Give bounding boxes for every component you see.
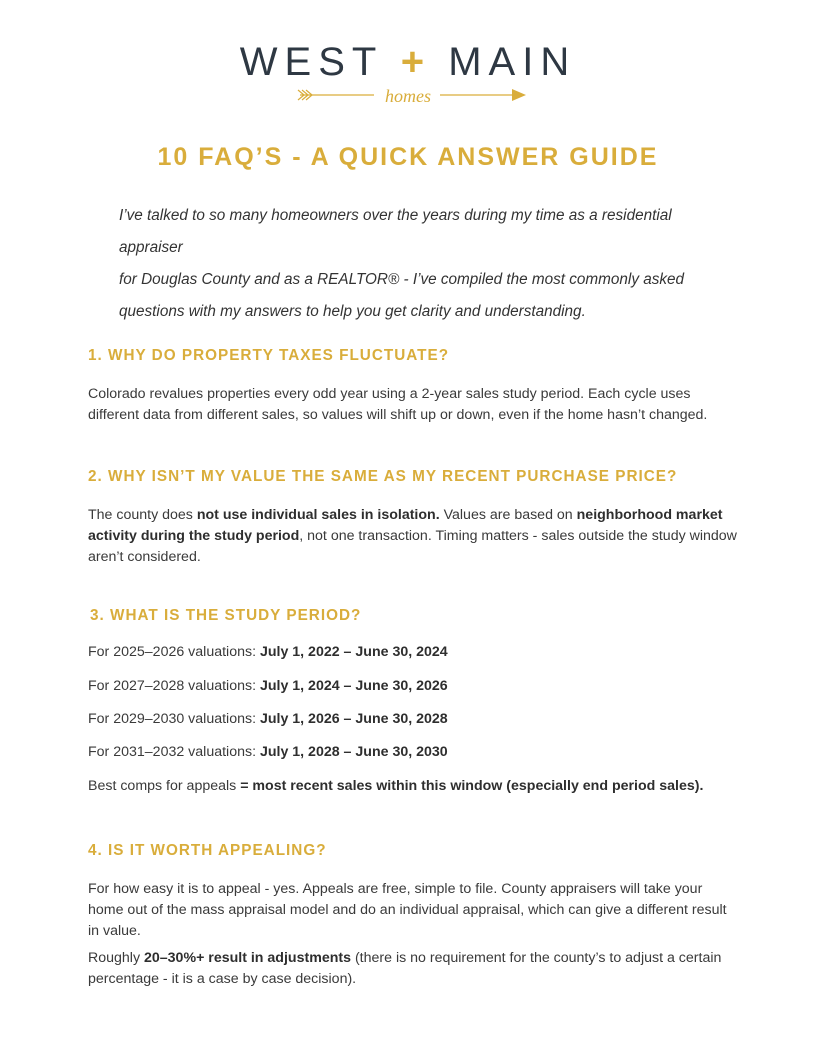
faq-4-text-part: Roughly xyxy=(88,950,144,966)
page-title: 10 FAQ’S - A QUICK ANSWER GUIDE xyxy=(157,143,659,171)
faq-1-heading: 1. WHY DO PROPERTY TAXES FLUCTUATE? xyxy=(88,347,450,364)
intro-line: for Douglas County and as a REALTOR® - I’ve compiled the most commonly asked xyxy=(119,271,685,288)
best-comps-note xyxy=(88,778,703,794)
faq-1-text: Colorado revalues properties every odd year using a 2-year sales study period. Each cycle uses different data from different sales, so values will shift up or down, even if the home hasn’t changed. xyxy=(88,386,708,423)
study-period-range: July 1, 2028 – June 30, 2030 xyxy=(259,744,448,760)
faq-4-text: For how easy it is to appeal - yes. Appeals are free, simple to file. County appraisers will take your home out of the mass appraisal model and do an individual appraisal, which can give a different result in value. xyxy=(88,881,727,939)
faq-3-heading: 3. WHAT IS THE STUDY PERIOD? xyxy=(90,607,362,624)
logo-plus: + xyxy=(400,40,425,84)
study-period-label: For 2031–2032 valuations: xyxy=(88,744,260,760)
brand-logo xyxy=(0,40,816,110)
faq-2-body xyxy=(88,505,738,568)
faq-4-heading: 4. IS IT WORTH APPEALING? xyxy=(88,842,327,859)
faq-4-bold: 20–30%+ result in adjustments xyxy=(144,950,351,966)
faq-2-bold: not use individual sales in isolation. xyxy=(196,507,440,523)
study-period-label: For 2027–2028 valuations: xyxy=(88,678,260,694)
study-period-range: July 1, 2024 – June 30, 2026 xyxy=(259,678,448,694)
study-period-row xyxy=(88,711,448,727)
study-period-label: For 2025–2026 valuations: xyxy=(88,644,260,660)
faq-2-text-part: The county does xyxy=(88,507,197,523)
faq-4-body xyxy=(88,879,738,990)
intro-line: questions with my answers to help you get clarity and understanding. xyxy=(119,303,586,320)
logo-homes: homes xyxy=(385,86,431,106)
study-period-row xyxy=(88,644,448,660)
logo-wordmark xyxy=(0,40,816,84)
best-comps-label: Best comps for appeals xyxy=(88,778,241,794)
faq-2-text-part: , not one transaction. Timing matters - sales outside the study window aren’t considered. xyxy=(88,528,737,565)
logo-west: WEST xyxy=(239,40,383,84)
intro-text xyxy=(119,200,719,328)
logo-subline xyxy=(0,86,816,110)
logo-main-word: MAIN xyxy=(448,40,577,84)
study-period-row xyxy=(88,744,448,760)
study-period-range: July 1, 2026 – June 30, 2028 xyxy=(259,711,448,727)
study-period-label: For 2029–2030 valuations: xyxy=(88,711,260,727)
faq-2-text-part: Values are based on xyxy=(439,507,577,523)
faq-1-body xyxy=(88,384,738,426)
study-period-row xyxy=(88,678,448,694)
faq-2-heading: 2. WHY ISN’T MY VALUE THE SAME AS MY RECENT PURCHASE PRICE? xyxy=(88,468,678,485)
faq-2-bold: neighborhood market activity during the study period xyxy=(88,507,723,544)
faq-4-text-part: (there is no requirement for the county’s to adjust a certain percentage - it is a case by case decision). xyxy=(88,950,722,987)
faq-2-text xyxy=(88,505,738,568)
faq-4-text xyxy=(88,948,738,990)
best-comps-bold: = most recent sales within this window (especially end period sales). xyxy=(240,778,704,794)
intro-line: I’ve talked to so many homeowners over the years during my time as a residential appraiser xyxy=(119,207,672,256)
study-period-range: July 1, 2022 – June 30, 2024 xyxy=(259,644,448,660)
